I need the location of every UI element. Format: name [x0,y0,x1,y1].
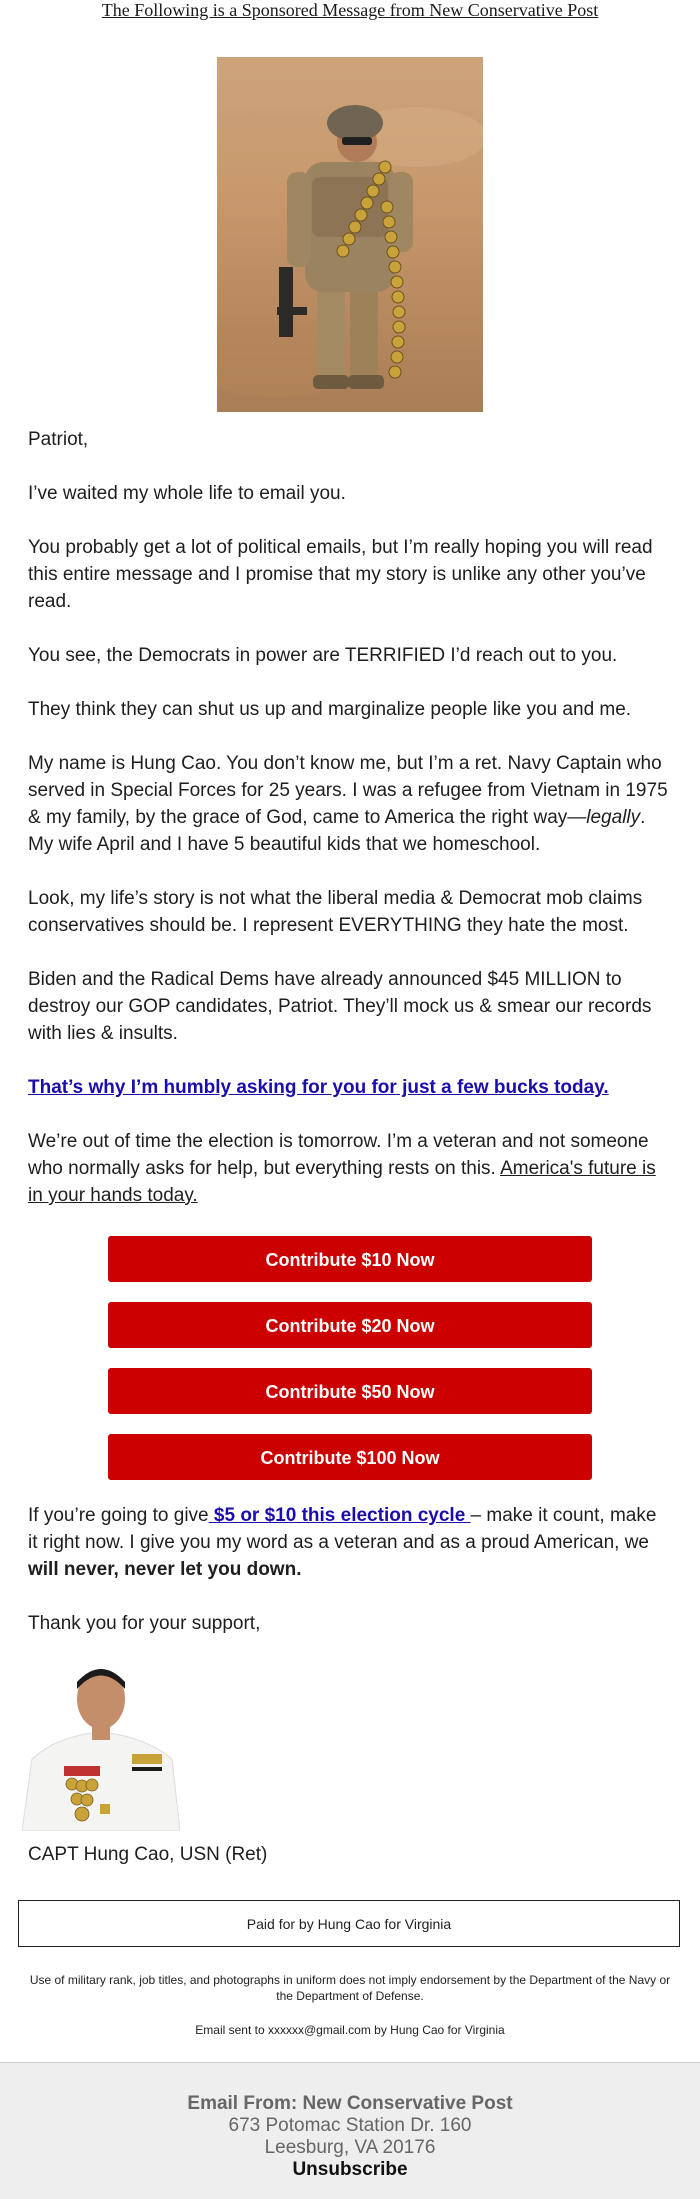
paragraph-5 [28,750,668,858]
paragraph-4: They think they can shut us up and marginalize people like you and me. [28,699,632,720]
paragraph-9-text: If you’re going to give [28,1505,209,1526]
sponsored-header [0,0,700,20]
paragraph-7: Biden and the Radical Dems have already announced $45 MILLION to destroy our GOP candidates, Patriot. They’ll mock us & smear our records with lies & insults. [28,969,652,1044]
paid-for-text: Paid for by Hung Cao for Virginia [246,1916,452,1932]
paragraph-9-text-mid: – make it count, make it right now. I give you my word as a veteran and as a proud American, we [28,1505,657,1553]
legally-emphasis: legally [586,807,641,828]
give-amount-link[interactable]: $5 or $10 this election cycle [208,1505,471,1526]
ask-paragraph [28,1074,668,1101]
paragraph-8 [28,1128,668,1209]
contribute-20-button[interactable]: Contribute $20 Now [108,1302,592,1348]
greeting: Patriot, [28,429,89,450]
contribute-50-button[interactable]: Contribute $50 Now [108,1368,592,1414]
contribute-100-button[interactable]: Contribute $100 Now [108,1434,592,1480]
signature-photo [22,1654,180,1831]
paragraph-8-text: We’re out of time the election is tomorrow. I’m a veteran and not someone who normally asks for help, but everything rests on this. [28,1131,649,1179]
footer-from: Email From: New Conservative Post [187,2093,513,2114]
promise-bold: will never, never let you down. [28,1559,302,1580]
paragraph-9 [28,1502,668,1583]
signature-name: CAPT Hung Cao, USN (Ret) [28,1844,268,1865]
ask-link[interactable]: That’s why I’m humbly asking for you for just a few bucks today. [28,1077,609,1098]
footer-address-line-2: Leesburg, VA 20176 [264,2137,436,2158]
sent-to-line: Email sent to xxxxxx@gmail.com by Hung Cao for Virginia [195,2023,505,2037]
disclaimer: Use of military rank, job titles, and photographs in uniform does not imply endorsement by the Department of the Navy or the Department of Defense. [29,1973,671,2003]
paragraph-6: Look, my life’s story is not what the liberal media & Democrat mob claims conservatives should be. I represent EVERYTHING they hate the most. [28,888,643,936]
thanks: Thank you for your support, [28,1613,261,1634]
paid-for-box [18,1900,680,1947]
paragraph-5-text-end: . My wife April and I have 5 beautiful kids that we homeschool. [28,807,646,855]
email-body [28,426,668,1895]
hero-image [217,57,483,412]
footer [0,2062,700,2199]
footer-address-line-1: 673 Potomac Station Dr. 160 [228,2115,472,2136]
future-link[interactable]: America's future is in your hands today. [28,1158,656,1206]
sponsored-header-text: The Following is a Sponsored Message from New Conservative Post [101,0,599,20]
paragraph-1: I’ve waited my whole life to email you. [28,483,346,504]
paragraph-2: You probably get a lot of political emails, but I’m really hoping you will read this entire message and I promise that my story is unlike any other you’ve read. [28,537,653,612]
soldier-illustration [217,57,483,412]
unsubscribe-link[interactable]: Unsubscribe [292,2159,408,2180]
contribute-10-button[interactable]: Contribute $10 Now [108,1236,592,1282]
paragraph-5-text: My name is Hung Cao. You don’t know me, but I’m a ret. Navy Captain who served in Special Forces for 25 years. I was a refugee from Vietnam in 1975 & my family, by the grace of God, came to America the right way— [28,753,668,828]
paragraph-3: You see, the Democrats in power are TERRIFIED I’d reach out to you. [28,645,618,666]
contribute-buttons [108,1236,668,1480]
officer-portrait [22,1654,180,1831]
